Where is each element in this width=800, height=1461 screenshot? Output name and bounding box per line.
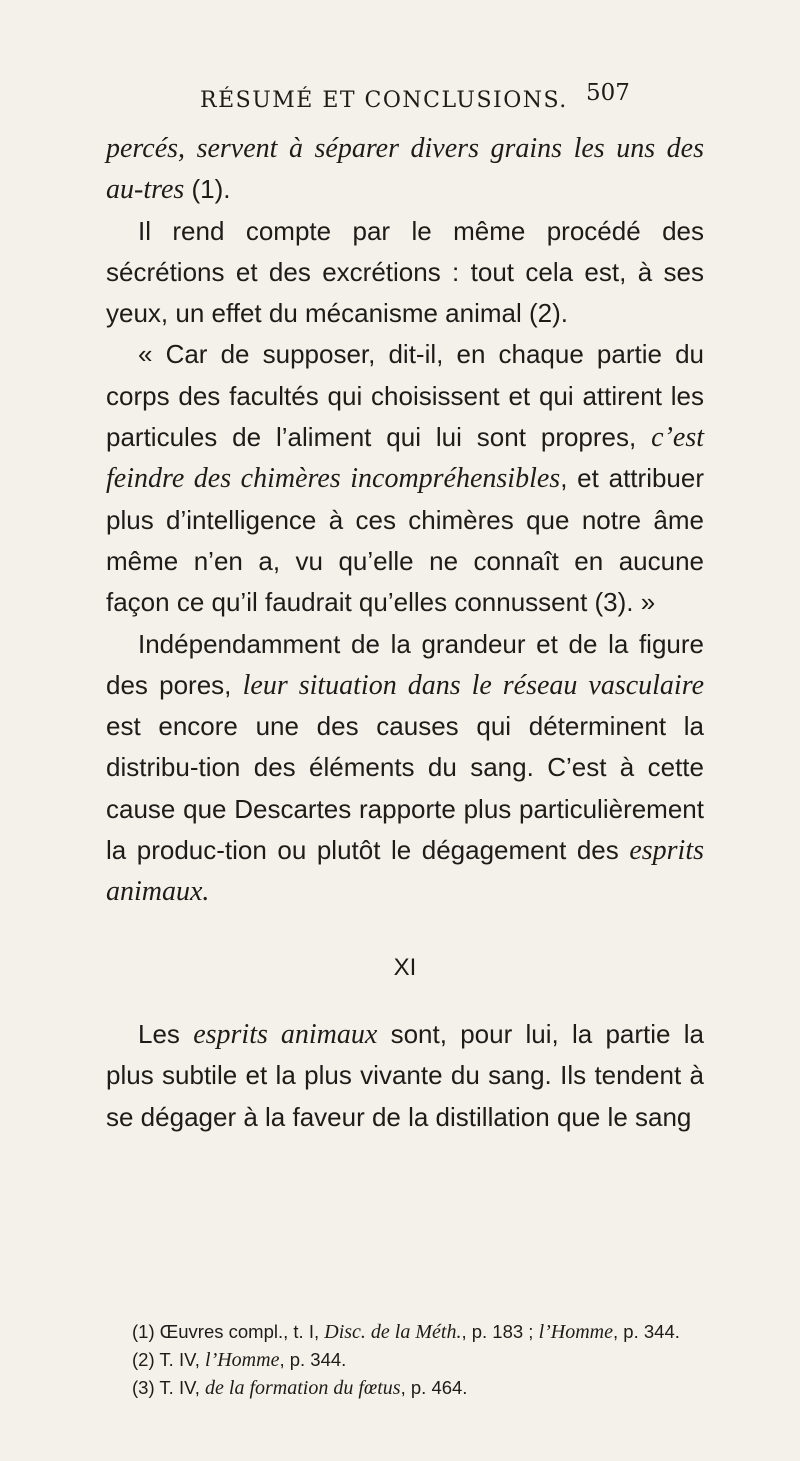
paragraph-4 <box>106 624 704 913</box>
footnote-1-c: , p. 344. <box>613 1321 680 1342</box>
page-number: 507 <box>586 80 630 106</box>
paragraph-3-a: « Car de supposer, dit-il, en chaque partie du corps des facultés qui choisissent et qui attirent les particules de l’aliment qui lui sont propres, <box>106 339 704 453</box>
paragraph-4-italic: leur situation dans le réseau vasculaire <box>242 669 704 701</box>
footnote-2-b: , p. 344. <box>279 1349 347 1370</box>
footnote-1-italic-2: l’Homme <box>538 1321 614 1343</box>
paragraph-1 <box>106 128 704 211</box>
paragraph-5 <box>106 1014 704 1138</box>
paragraph-3-italic: c’est feindre des chimères incompréhensibles <box>106 422 704 495</box>
main-text <box>106 128 704 1138</box>
footnote-2-a: (2) T. IV, <box>132 1349 206 1370</box>
paragraph-3-b: , et attribuer plus d’intelligence à ces chimères que notre âme même n’en a, vu qu’elle ne connaît en aucune façon ce qu’il faudrait qu’elles connussent (3). » <box>106 463 705 618</box>
paragraph-3 <box>106 334 704 623</box>
paragraph-1-rest: (1). <box>184 174 231 205</box>
footnote-1 <box>106 1318 704 1346</box>
footnote-3-b: , p. 464. <box>400 1377 468 1398</box>
footnote-1-a: (1) Œuvres compl., t. I, <box>132 1321 325 1342</box>
paragraph-5-b: sont, pour lui, la partie la plus subtile et la plus vivante du sang. Ils tendent à se dégager à la faveur de la distillation que le sang <box>106 1018 704 1132</box>
footnote-1-italic: Disc. de la Méth. <box>324 1321 462 1343</box>
running-title: RÉSUMÉ ET CONCLUSIONS. <box>200 88 568 113</box>
paragraph-4-italic-2: esprits animaux. <box>106 835 704 908</box>
footnote-1-b: , p. 183 ; <box>461 1321 539 1342</box>
paragraph-5-italic: esprits animaux <box>193 1018 378 1050</box>
section-number: XI <box>393 953 417 981</box>
paragraph-4-a: Indépendamment de la grandeur et de la figure des pores, <box>106 628 704 700</box>
footnote-2-italic: l’Homme <box>205 1349 280 1371</box>
paragraph-1-italic: percés, servent à séparer divers grains les uns des au-tres <box>106 133 704 206</box>
footnote-3-a: (3) T. IV, <box>132 1377 206 1398</box>
paragraph-4-b: est encore une des causes qui déterminent la distribu-tion des éléments du sang. C’est à cette cause que Descartes rapporte plus particulièrement la produc-tion ou plutôt le dégagement des <box>106 711 704 866</box>
footnotes <box>106 1318 704 1402</box>
footnote-3 <box>106 1374 704 1402</box>
footnote-2 <box>106 1346 704 1374</box>
footnote-3-italic: de la formation du fœtus <box>205 1377 401 1399</box>
paragraph-2: Il rend compte par le même procédé des sécrétions et des excrétions : tout cela est, à ses yeux, un effet du mécanisme animal (2). <box>106 215 704 329</box>
paragraph-5-a: Les <box>138 1018 194 1049</box>
